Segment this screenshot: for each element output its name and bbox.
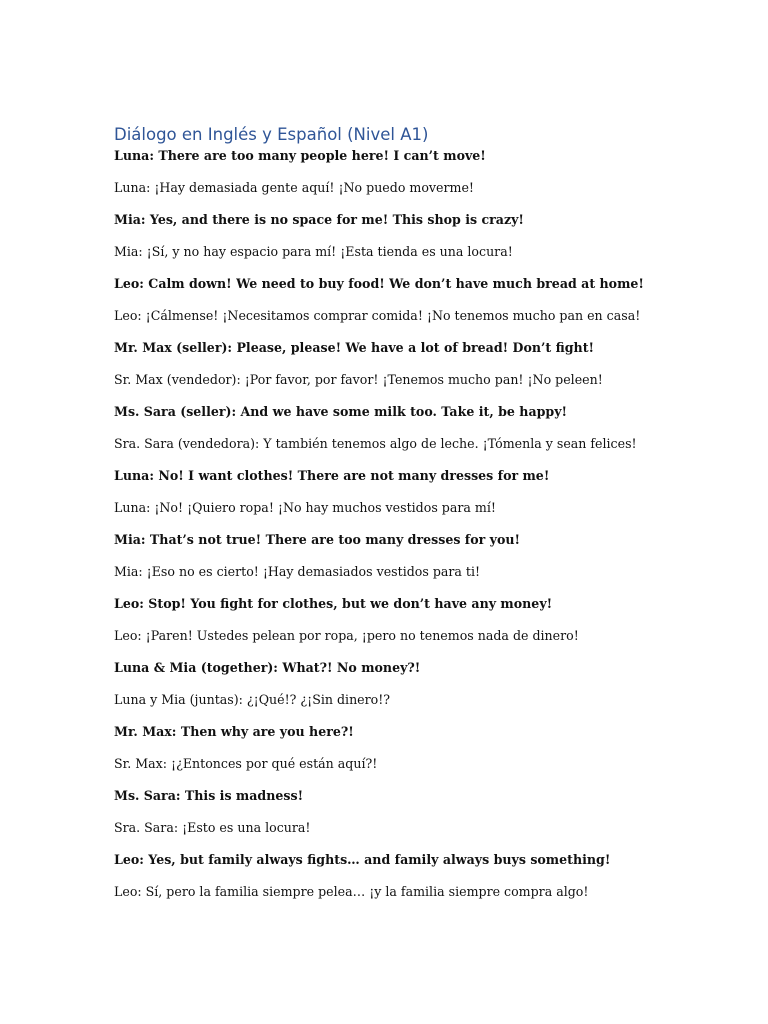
spanish-line: Leo: ¡Cálmense! ¡Necesitamos comprar comida! ¡No tenemos mucho pan en casa! — [114, 308, 641, 323]
english-line: Mia: That’s not true! There are too many dresses for you! — [114, 532, 521, 547]
spanish-line: Sra. Sara: ¡Esto es una locura! — [114, 820, 311, 835]
english-line: Ms. Sara (seller): And we have some milk too. Take it, be happy! — [114, 404, 568, 419]
spanish-line: Sr. Max (vendedor): ¡Por favor, por favor! ¡Tenemos mucho pan! ¡No peleen! — [114, 372, 603, 387]
english-line: Leo: Calm down! We need to buy food! We don’t have much bread at home! — [114, 276, 644, 291]
english-line: Luna: No! I want clothes! There are not many dresses for me! — [114, 468, 550, 483]
spanish-line: Sr. Max: ¡¿Entonces por qué están aquí?! — [114, 756, 378, 771]
spanish-line: Mia: ¡Eso no es cierto! ¡Hay demasiados vestidos para ti! — [114, 564, 481, 579]
english-line: Mia: Yes, and there is no space for me! This shop is crazy! — [114, 212, 524, 227]
document-title: Diálogo en Inglés y Español (Nivel A1) — [114, 125, 429, 144]
english-line: Leo: Yes, but family always fights… and family always buys something! — [114, 852, 611, 867]
english-line: Luna & Mia (together): What?! No money?! — [114, 660, 421, 675]
dialogue-body — [114, 148, 668, 900]
english-line: Luna: There are too many people here! I can’t move! — [114, 148, 486, 163]
english-line: Mr. Max (seller): Please, please! We have a lot of bread! Don’t fight! — [114, 340, 595, 355]
english-line: Ms. Sara: This is madness! — [114, 788, 304, 803]
spanish-line: Luna y Mia (juntas): ¿¡Qué!? ¿¡Sin dinero!? — [114, 692, 391, 707]
spanish-line: Mia: ¡Sí, y no hay espacio para mí! ¡Esta tienda es una locura! — [114, 244, 513, 259]
spanish-line: Leo: ¡Paren! Ustedes pelean por ropa, ¡pero no tenemos nada de dinero! — [114, 628, 579, 643]
english-line: Leo: Stop! You fight for clothes, but we don’t have any money! — [114, 596, 553, 611]
spanish-line: Luna: ¡Hay demasiada gente aquí! ¡No puedo moverme! — [114, 180, 474, 195]
spanish-line: Sra. Sara (vendedora): Y también tenemos algo de leche. ¡Tómenla y sean felices! — [114, 436, 637, 451]
english-line: Mr. Max: Then why are you here?! — [114, 724, 354, 739]
spanish-line: Leo: Sí, pero la familia siempre pelea… ¡y la familia siempre compra algo! — [114, 884, 589, 899]
spanish-line: Luna: ¡No! ¡Quiero ropa! ¡No hay muchos vestidos para mí! — [114, 500, 496, 515]
